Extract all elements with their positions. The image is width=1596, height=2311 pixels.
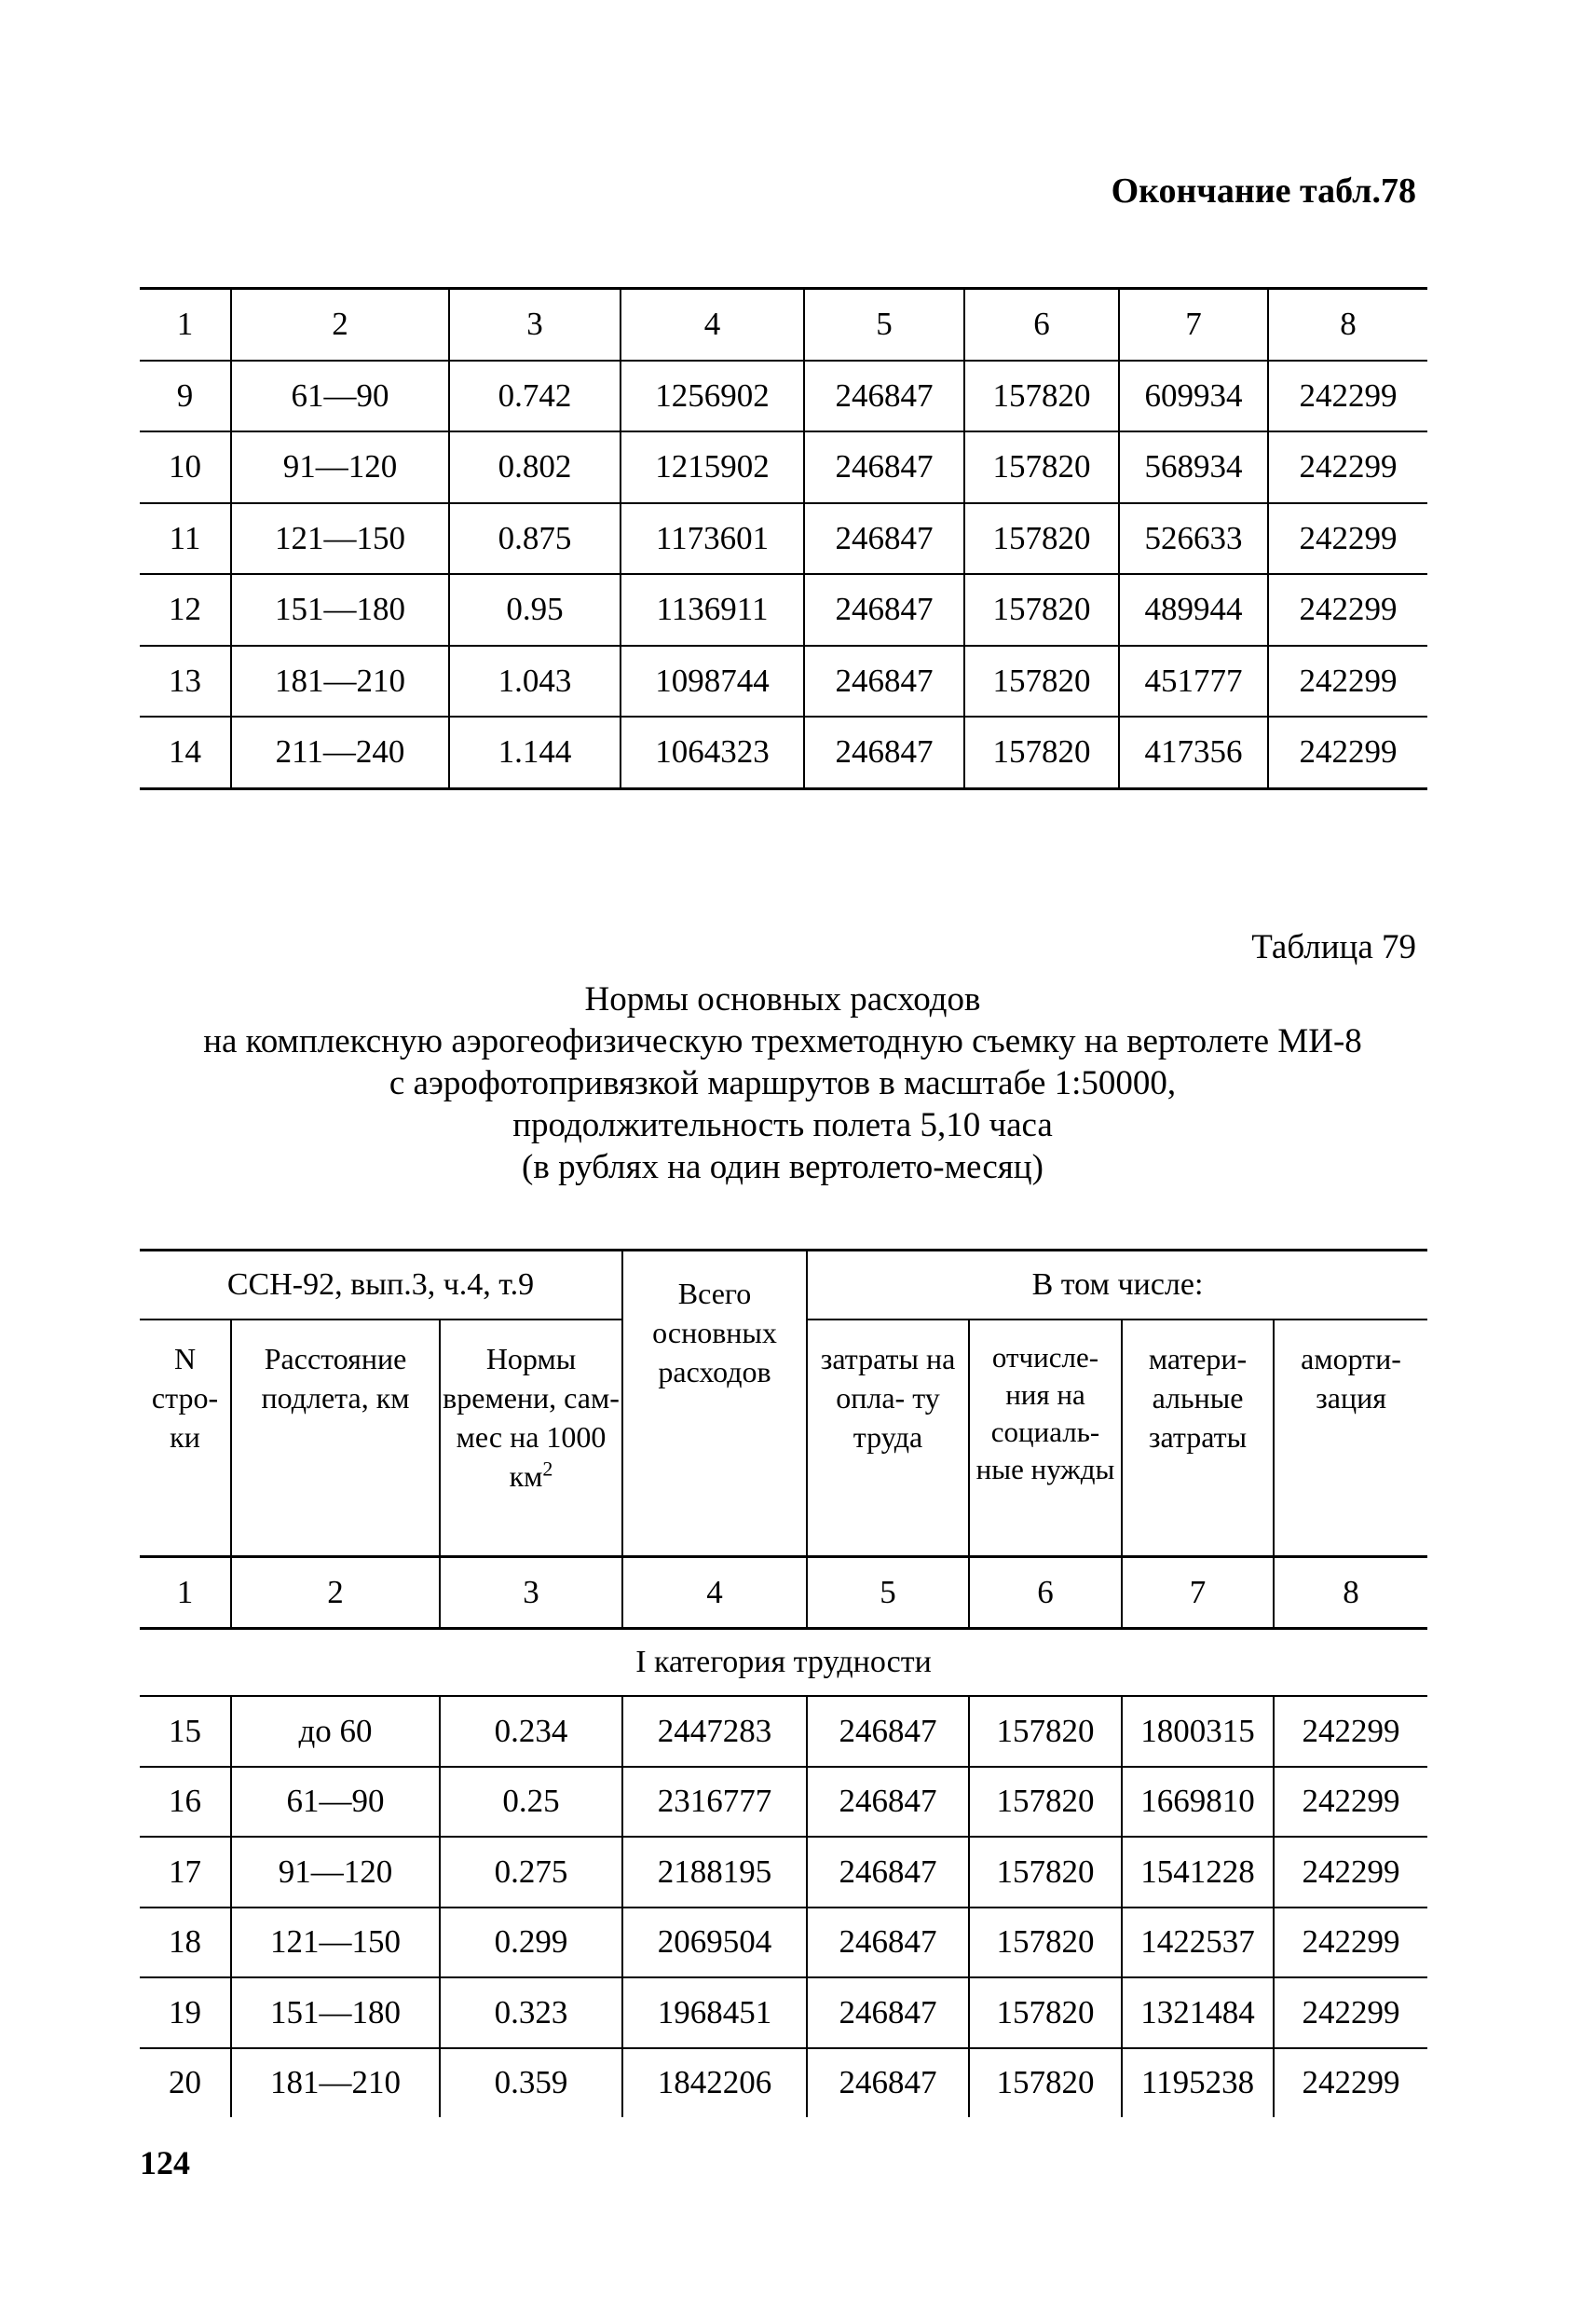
table-row <box>140 1696 1427 1767</box>
column-numbers-row <box>140 1557 1427 1629</box>
column-number-cell: 8 <box>1274 1557 1427 1629</box>
table-cell: 151—180 <box>231 574 449 646</box>
table-cell: 0.25 <box>440 1767 622 1838</box>
table-cell: 181—210 <box>231 2048 440 2118</box>
title-line: продолжительность полета 5,10 часа <box>512 1106 1053 1144</box>
table-cell: 526633 <box>1119 503 1268 575</box>
table-cell: 0.802 <box>449 431 621 503</box>
table-cell: 1669810 <box>1122 1767 1274 1838</box>
time-norms-superscript: 2 <box>542 1456 553 1481</box>
table-cell: 242299 <box>1268 574 1427 646</box>
title-line: (в рублях на один вертолето-месяц) <box>522 1148 1044 1186</box>
table-cell: 157820 <box>964 646 1119 718</box>
row-number-header: N стро- ки <box>151 1342 219 1454</box>
table-cell: до 60 <box>231 1696 440 1767</box>
table-cell: 157820 <box>964 717 1119 788</box>
table-cell: 151—180 <box>231 1977 440 2048</box>
table-cell: 246847 <box>807 1837 969 1908</box>
table-cell: 0.323 <box>440 1977 622 2048</box>
table-cell: 246847 <box>804 574 964 646</box>
table-cell: 2069504 <box>622 1908 807 1978</box>
table-cell: 157820 <box>964 361 1119 432</box>
table-row <box>140 574 1427 646</box>
table-cell: 1842206 <box>622 2048 807 2118</box>
table-cell: 61—90 <box>231 361 449 432</box>
table-cell: 14 <box>169 733 201 771</box>
table-cell: 242299 <box>1274 2048 1427 2118</box>
table-cell: 12 <box>140 574 231 646</box>
distance-header: Расстояние подлета, км <box>231 1320 440 1557</box>
table-cell: 157820 <box>969 1767 1122 1838</box>
table-78-continuation <box>140 287 1427 790</box>
table-cell: 13 <box>140 646 231 718</box>
depreciation-header: аморти- зация <box>1274 1320 1427 1557</box>
category-row <box>140 1629 1427 1697</box>
total-expenses-header: Всего основных расходов <box>622 1251 807 1557</box>
labor-costs-header: затраты на опла- ту труда <box>807 1320 969 1557</box>
table-group-header-row <box>140 1251 1427 1320</box>
table-cell: 121—150 <box>231 503 449 575</box>
table-row <box>140 503 1427 575</box>
table-cell: 157820 <box>969 1908 1122 1978</box>
table-cell: 246847 <box>804 717 964 788</box>
table-cell: 242299 <box>1268 431 1427 503</box>
table-row <box>140 1767 1427 1838</box>
table-row <box>140 646 1427 718</box>
table-cell: 417356 <box>1119 717 1268 788</box>
column-number-cell: 2 <box>231 1557 440 1629</box>
header-cell: 3 <box>449 289 621 361</box>
continuation-title: Окончание табл.78 <box>1111 171 1416 211</box>
time-norms-header-text: Нормы времени, сам-мес на 1000 км <box>443 1342 620 1493</box>
page-number: 124 <box>140 2144 190 2181</box>
column-number-cell: 4 <box>622 1557 807 1629</box>
table-cell: 609934 <box>1119 361 1268 432</box>
table-cell: 1968451 <box>622 1977 807 2048</box>
header-cell: 7 <box>1119 289 1268 361</box>
table-cell: 1136911 <box>621 574 804 646</box>
table-row <box>140 2048 1427 2118</box>
header-cell: 6 <box>964 289 1119 361</box>
table-row <box>140 717 1427 788</box>
table-cell: 242299 <box>1268 717 1427 788</box>
table-cell: 0.299 <box>440 1908 622 1978</box>
table-79-title <box>130 978 1435 1188</box>
table-row <box>140 431 1427 503</box>
title-line: на комплексную аэрогеофизическую трехметодную съемку на вертолете МИ-8 <box>203 1022 1362 1060</box>
header-cell: 8 <box>1268 289 1427 361</box>
column-number-cell: 5 <box>807 1557 969 1629</box>
table-cell: 489944 <box>1119 574 1268 646</box>
table-cell: 246847 <box>804 503 964 575</box>
table-cell: 1098744 <box>621 646 804 718</box>
table-cell: 0.234 <box>440 1696 622 1767</box>
table-cell: 242299 <box>1274 1977 1427 2048</box>
table-cell: 157820 <box>969 2048 1122 2118</box>
table-cell: 242299 <box>1274 1696 1427 1767</box>
title-line: с аэрофотопривязкой маршрутов в масштабе 1:50000, <box>389 1064 1177 1102</box>
table-cell: 18 <box>140 1908 231 1978</box>
table-cell: 9 <box>140 361 231 432</box>
table-cell: 1064323 <box>621 717 804 788</box>
column-number-cell: 1 <box>140 1557 231 1629</box>
social-contributions-header: отчисле- ния на социаль- ные нужды <box>969 1320 1122 1557</box>
table-cell: 157820 <box>969 1977 1122 2048</box>
table-cell: 242299 <box>1274 1908 1427 1978</box>
table-cell: 1173601 <box>621 503 804 575</box>
table-cell: 1800315 <box>1122 1696 1274 1767</box>
table-cell: 2316777 <box>622 1767 807 1838</box>
table-cell: 157820 <box>964 574 1119 646</box>
table-row <box>140 1977 1427 2048</box>
table-cell: 157820 <box>969 1696 1122 1767</box>
table-cell: 246847 <box>807 2048 969 2118</box>
difficulty-category: I категория трудности <box>140 1629 1427 1697</box>
table-cell: 11 <box>140 503 231 575</box>
table-cell: 91—120 <box>231 1837 440 1908</box>
table-cell: 2188195 <box>622 1837 807 1908</box>
table-cell: 19 <box>140 1977 231 2048</box>
table-cell: 246847 <box>807 1696 969 1767</box>
table-cell: 2447283 <box>622 1696 807 1767</box>
title-line: Нормы основных расходов <box>584 980 981 1019</box>
including-header: В том числе: <box>807 1251 1427 1320</box>
table-cell: 246847 <box>804 431 964 503</box>
table-cell: 0.275 <box>440 1837 622 1908</box>
table-cell: 0.95 <box>449 574 621 646</box>
table-row <box>140 1837 1427 1908</box>
material-costs-header: матери- альные затраты <box>1122 1320 1274 1557</box>
table-header-row <box>140 289 1427 361</box>
table-cell: 242299 <box>1274 1837 1427 1908</box>
table-cell: 1321484 <box>1122 1977 1274 2048</box>
table-cell: 246847 <box>807 1908 969 1978</box>
table-cell: 246847 <box>804 361 964 432</box>
table-cell: 1215902 <box>621 431 804 503</box>
column-number-cell: 6 <box>969 1557 1122 1629</box>
table-cell: 0.742 <box>449 361 621 432</box>
table-cell: 181—210 <box>231 646 449 718</box>
table-cell: 1.144 <box>449 717 621 788</box>
table-cell: 157820 <box>964 431 1119 503</box>
column-number-cell: 7 <box>1122 1557 1274 1629</box>
time-norms-header <box>440 1320 622 1557</box>
table-cell: 10 <box>140 431 231 503</box>
table-cell: 1541228 <box>1122 1837 1274 1908</box>
table-cell: 242299 <box>1274 1767 1427 1838</box>
table-cell: 121—150 <box>231 1908 440 1978</box>
table-cell: 246847 <box>804 646 964 718</box>
table-cell: 568934 <box>1119 431 1268 503</box>
table-cell: 1422537 <box>1122 1908 1274 1978</box>
table-cell: 0.875 <box>449 503 621 575</box>
table-cell: 242299 <box>1268 361 1427 432</box>
table-cell: 20 <box>169 2064 201 2101</box>
header-cell: 4 <box>621 289 804 361</box>
table-cell: 1195238 <box>1122 2048 1274 2118</box>
table-cell: 157820 <box>969 1837 1122 1908</box>
table-cell: 242299 <box>1268 646 1427 718</box>
table-row <box>140 361 1427 432</box>
column-number-cell: 3 <box>440 1557 622 1629</box>
table-cell: 246847 <box>807 1767 969 1838</box>
table-79 <box>140 1249 1427 2117</box>
table-cell: 242299 <box>1268 503 1427 575</box>
table-cell: 451777 <box>1119 646 1268 718</box>
table-cell: 0.359 <box>440 2048 622 2118</box>
table-cell: 157820 <box>964 503 1119 575</box>
header-cell: 5 <box>804 289 964 361</box>
table-cell: 61—90 <box>231 1767 440 1838</box>
header-cell: 1 <box>140 289 231 361</box>
ssn-reference-header: ССН-92, вып.3, ч.4, т.9 <box>140 1251 622 1320</box>
table-row <box>140 1908 1427 1978</box>
table-cell: 15 <box>140 1696 231 1767</box>
header-cell: 2 <box>231 289 449 361</box>
table-cell: 17 <box>140 1837 231 1908</box>
table-cell: 1.043 <box>449 646 621 718</box>
table-cell: 1256902 <box>621 361 804 432</box>
table-cell: 91—120 <box>231 431 449 503</box>
table-cell: 246847 <box>807 1977 969 2048</box>
table-79-label: Таблица 79 <box>1251 928 1416 966</box>
table-cell: 211—240 <box>231 717 449 788</box>
table-cell: 16 <box>140 1767 231 1838</box>
